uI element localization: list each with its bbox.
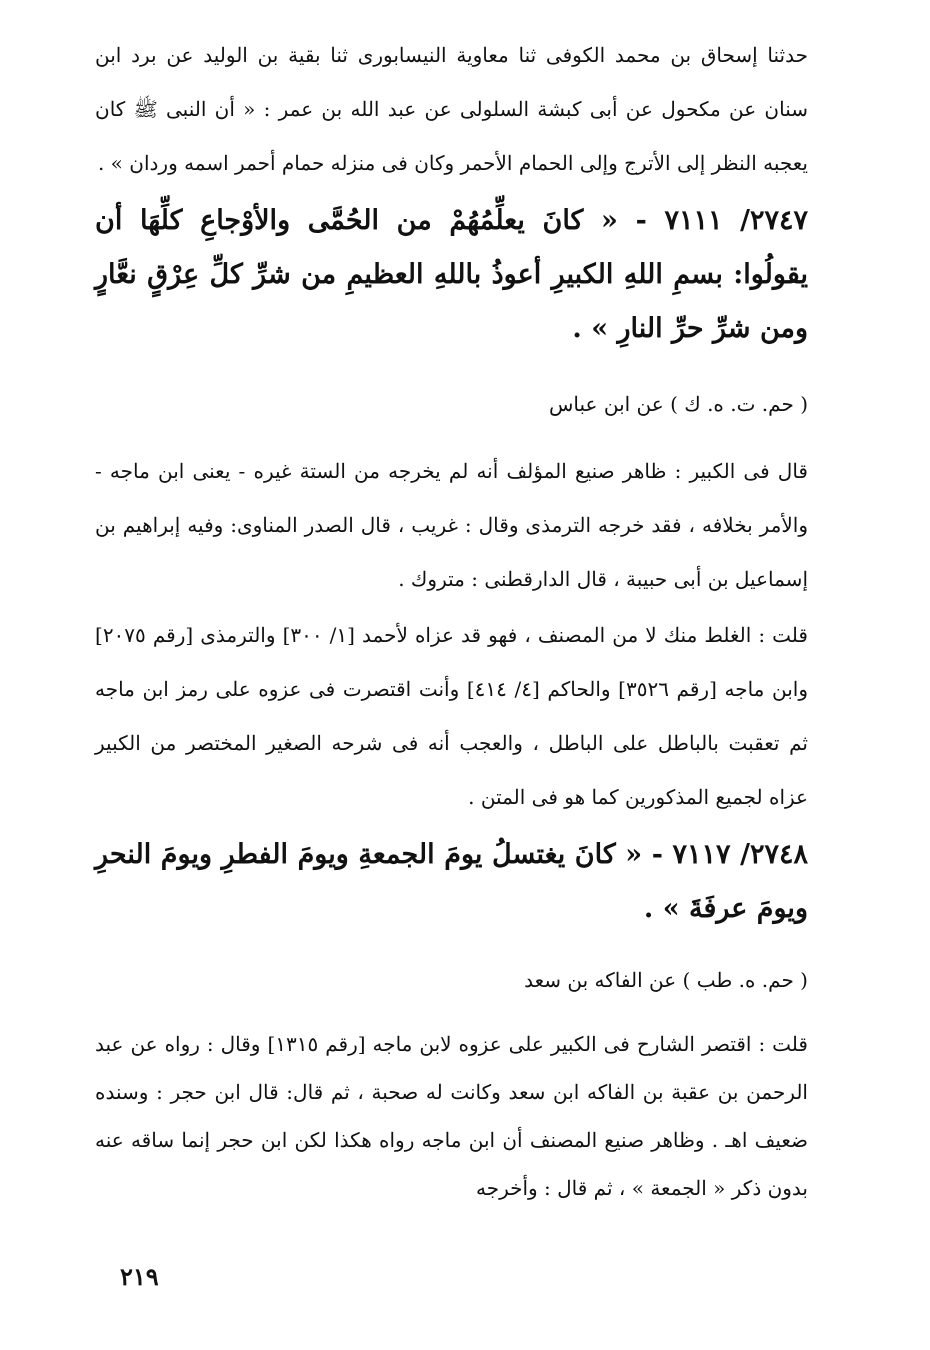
source-2748: ( حم. ه. طب ) عن الفاكه بن سعد bbox=[524, 968, 808, 992]
book-page bbox=[95, 28, 808, 1212]
hadith-2748: ٢٧٤٨/ ٧١١٧ - « كانَ يغتسلُ يومَ الجمعةِ ويومَ الفطرِ ويومَ النحرِ ويومَ عرفَةَ » . bbox=[95, 839, 809, 924]
commentary-2747: قال فى الكبير : ظاهر صنيع المؤلف أنه لم يخرجه من الستة غيره - يعنى ابن ماجه - والأمر بخلافه ، فقد خرجه الترمذى وقال : غريب ، قال الصدر المناوى: وفيه إبراهيم بن إسماعيل بن أبى حبيبة ، قال الدارقطنى : متروك . bbox=[95, 459, 808, 591]
hadith-2747: ٢٧٤٧/ ٧١١١ - « كانَ يعلِّمُهُمْ من الحُمَّى والأوْجاعِ كلِّهَا أن يقولُوا: بسمِ اللهِ الكبيرِ أعوذُ باللهِ العظيمِ من شرِّ كلِّ عِرْقٍ نعَّارٍ ومن شرِّ حرِّ النارِ » . bbox=[95, 205, 808, 344]
page-number: ٢١٩ bbox=[120, 1262, 159, 1291]
qult-2747: قلت : الغلط منك لا من المصنف ، فهو قد عزاه لأحمد [١/ ٣٠٠] والترمذى [رقم ٢٠٧٥] وابن ماجه [رقم ٣٥٢٦] والحاكم [٤/ ٤١٤] وأنت اقتصرت فى عزوه على رمز ابن ماجه ثم تعقبت بالباطل على الباطل ، والعجب أنه فى شرحه الصغير المختصر من الكبير عزاه لجميع المذكورين كما هو فى المتن . bbox=[95, 623, 808, 809]
intro-paragraph: حدثنا إسحاق بن محمد الكوفى ثنا معاوية النيسابورى ثنا بقية بن الوليد عن برد ابن سنان عن مكحول عن أبى كبشة السلولى عن عبد الله بن عمر : « أن النبى ﷺ كان يعجبه النظر إلى الأترج وإلى الحمام الأحمر وكان فى منزله حمام أحمر اسمه وردان » . bbox=[95, 43, 808, 175]
source-2747: ( حم. ت. ه. ك ) عن ابن عباس bbox=[549, 392, 808, 416]
qult-2748: قلت : اقتصر الشارح فى الكبير على عزوه لابن ماجه [رقم ١٣١٥] وقال : رواه عن عبد الرحمن بن عقبة بن الفاكه ابن سعد وكانت له صحبة ، ثم قال: قال ابن حجر : وسنده ضعيف اهـ . وظاهر صنيع المصنف أن ابن ماجه رواه هكذا لكن ابن حجر إنما ساقه عنه بدون ذكر « الجمعة » ، ثم قال : وأخرجه bbox=[95, 1032, 808, 1200]
